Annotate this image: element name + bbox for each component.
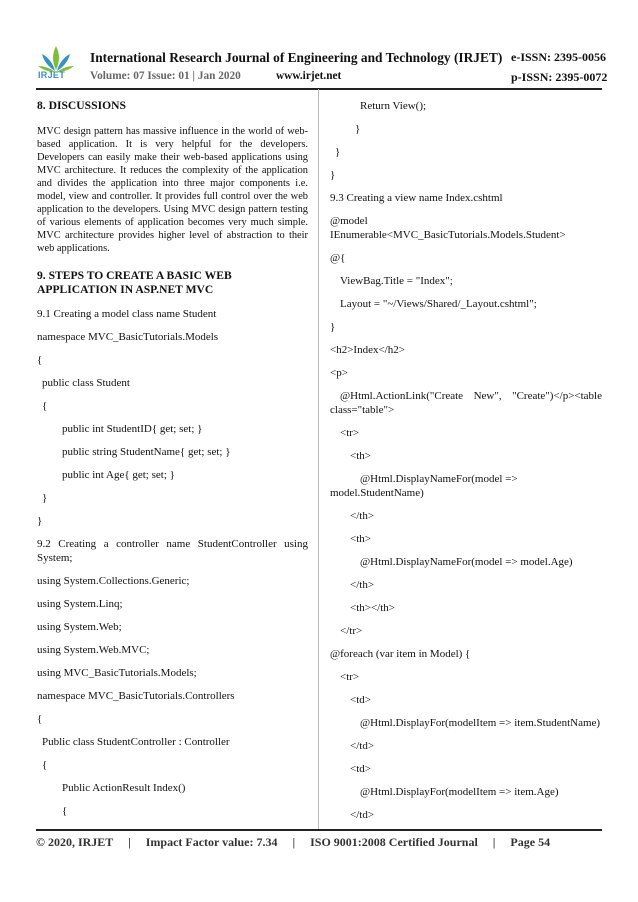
code-line: using MVC_BasicTutorials.Models;	[37, 667, 197, 679]
code-line: <p>	[330, 367, 348, 379]
code-line: </tr>	[340, 625, 363, 637]
code-line: {	[37, 354, 43, 366]
code-line: @Html.DisplayNameFor(model => model.Age)	[360, 556, 573, 568]
step-9-1: 9.1 Creating a model class name Student	[37, 308, 217, 320]
code-line: public class Student	[42, 377, 130, 389]
code-line: public int Age{ get; set; }	[62, 469, 175, 481]
code-line: @Html.DisplayFor(modelItem => item.StudentName)	[360, 717, 601, 729]
code-line: using System.Web.MVC;	[37, 644, 150, 656]
code-line: @model IEnumerable<MVC_BasicTutorials.Models.Student>	[330, 215, 566, 241]
code-line: {	[42, 759, 48, 771]
code-line: Public class StudentController : Controller	[42, 736, 230, 748]
logo-text: IRJET	[38, 70, 66, 80]
code-line: }	[330, 169, 336, 181]
code-line: using System.Linq;	[37, 598, 123, 610]
code-line: Public ActionResult Index()	[62, 782, 186, 794]
website-link[interactable]: www.irjet.net	[276, 70, 342, 82]
code-line: Return View();	[360, 100, 427, 112]
code-line: }	[37, 515, 43, 527]
volume-issue: Volume: 07 Issue: 01 | Jan 2020	[90, 70, 241, 82]
page-header	[0, 0, 638, 100]
code-line: using System.Collections.Generic;	[37, 575, 190, 587]
eissn: e-ISSN: 2395-0056	[511, 50, 606, 64]
code-line: @{	[330, 252, 346, 264]
code-line: }	[330, 321, 336, 333]
step-9-2: 9.2 Creating a controller name StudentController using System;	[37, 538, 308, 564]
code-line: {	[37, 713, 43, 725]
code-line: <td>	[350, 694, 371, 706]
code-line: namespace MVC_BasicTutorials.Models	[37, 331, 219, 343]
code-line: public string StudentName{ get; set; }	[62, 446, 231, 458]
code-line: using System.Web;	[37, 621, 122, 633]
code-line: <th></th>	[350, 602, 395, 614]
code-line: <h2>Index</h2>	[330, 344, 405, 356]
code-line: <td>	[350, 763, 371, 775]
code-line: </td>	[350, 740, 375, 752]
code-line: @Html.DisplayFor(modelItem => item.Age)	[360, 786, 559, 798]
journal-title: International Research Journal of Engineering and Technology (IRJET)	[90, 50, 503, 65]
column-divider	[318, 89, 319, 829]
code-line: }	[42, 492, 48, 504]
code-line: }	[335, 146, 341, 158]
code-line: {	[42, 400, 48, 412]
discussion-paragraph: MVC design pattern has massive influence in the world of web-based application. It is very helpful for the developers. Developers can easily make their web-based applications using MVC architecture. It reduces the complexity of the application and divides the application into three major components i.e. model, view and controller. It provides full control over the web application to the developers. Using MVC design pattern testing of various elements of application becomes very much simple. MVC architecture provides higher level of abstraction to their web applications.	[37, 126, 308, 254]
step-9-3: 9.3 Creating a view name Index.cshtml	[330, 192, 503, 204]
section-heading-discussions: 8. DISCUSSIONS	[37, 99, 126, 112]
pissn: p-ISSN: 2395-0072	[511, 70, 608, 84]
code-line: <th>	[350, 533, 371, 545]
code-line: <tr>	[340, 427, 360, 439]
code-line: @Html.DisplayNameFor(model => model.StudentName)	[330, 473, 518, 499]
code-line: {	[62, 805, 68, 817]
code-line: }	[355, 123, 361, 135]
code-line: namespace MVC_BasicTutorials.Controllers	[37, 690, 235, 702]
code-line: </th>	[350, 510, 375, 522]
section-heading-steps: 9. STEPS TO CREATE A BASIC WEB APPLICATION IN ASP.NET MVC	[37, 269, 232, 296]
code-line: <tr>	[340, 671, 360, 683]
code-line: public int StudentID{ get; set; }	[62, 423, 203, 435]
page-footer: © 2020, IRJET | Impact Factor value: 7.34 | ISO 9001:2008 Certified Journal | Page 54	[36, 835, 551, 849]
code-line: @foreach (var item in Model) {	[330, 648, 471, 660]
code-line: <th>	[350, 450, 371, 462]
left-column	[37, 99, 308, 818]
code-line: </td>	[350, 809, 375, 821]
code-line: @Html.ActionLink("Create New", "Create")</p><table class="table">	[330, 390, 602, 416]
code-line: Layout = "~/Views/Shared/_Layout.cshtml";	[340, 298, 537, 310]
footer-rule	[36, 829, 602, 831]
code-line: ViewBag.Title = "Index";	[340, 275, 453, 287]
right-column	[330, 99, 602, 822]
header-rule	[36, 88, 602, 90]
code-line: </th>	[350, 579, 375, 591]
